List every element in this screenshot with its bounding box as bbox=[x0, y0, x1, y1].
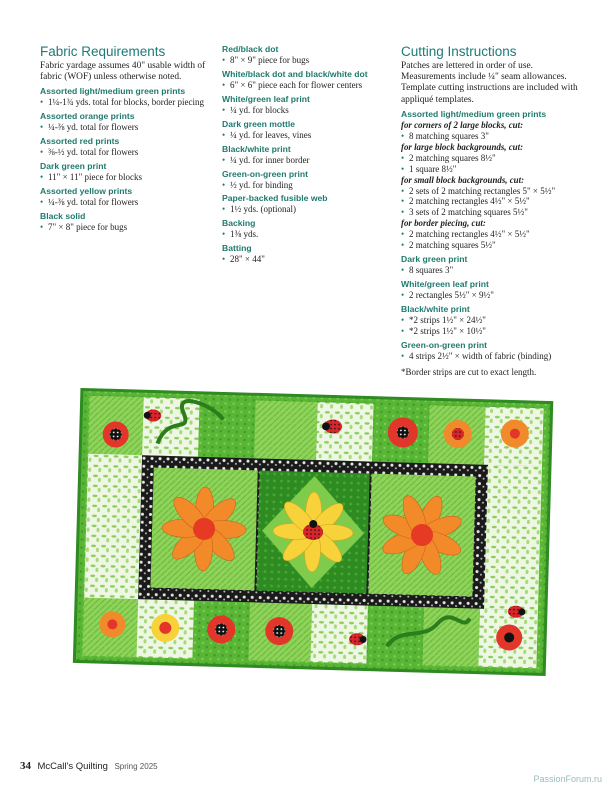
cutting-subheading: for large block backgrounds, cut: bbox=[401, 141, 524, 152]
fabric-heading: Paper-backed fusible web bbox=[222, 193, 328, 204]
fabric-item-list bbox=[40, 222, 218, 233]
cutting-item-list bbox=[401, 229, 581, 251]
fabric-heading: Assorted light/medium green prints bbox=[40, 86, 186, 97]
quilt-photo bbox=[60, 388, 566, 680]
fabric-intro: Fabric yardage assumes 40" usable width of fabric (WOF) unless otherwise noted. bbox=[40, 61, 206, 83]
fabric-item: • ¼ yd. for blocks bbox=[222, 105, 402, 116]
fabric-item-list bbox=[222, 80, 402, 91]
fabric-requirements-column-1 bbox=[40, 44, 218, 233]
cutting-item: • 1 square 8½" bbox=[401, 164, 581, 175]
fabric-item: • ¼-⅜ yd. total for flowers bbox=[40, 197, 218, 208]
cutting-intro: Patches are lettered in order of use. Measurements include ¼" seam allowances. Template cutting instructions are included with appliqué templates. bbox=[401, 61, 578, 105]
cutting-heading: Dark green print bbox=[401, 254, 468, 265]
cutting-heading: Black/white print bbox=[401, 303, 470, 314]
fabric-item: • 11" × 11" piece for blocks bbox=[40, 172, 218, 183]
fabric-item-list bbox=[222, 204, 402, 215]
cutting-item: • 2 matching rectangles 4½" × 5½" bbox=[401, 229, 581, 240]
fabric-heading: Assorted yellow prints bbox=[40, 186, 133, 197]
fabric-item: • ⅜-½ yd. total for flowers bbox=[40, 147, 218, 158]
cutting-item: • 2 sets of 2 matching rectangles 5" × 5½" bbox=[401, 186, 581, 197]
cutting-item: • 2 matching squares 8½" bbox=[401, 153, 581, 164]
border-note: *Border strips are cut to exact length. bbox=[401, 366, 537, 377]
fabric-heading: Black solid bbox=[40, 210, 86, 221]
cutting-item: • 2 matching rectangles 4½" × 5½" bbox=[401, 196, 581, 207]
cutting-item: • 3 sets of 2 matching squares 5½" bbox=[401, 207, 581, 218]
cutting-subheading: for border piecing, cut: bbox=[401, 218, 486, 229]
page-footer bbox=[20, 760, 158, 773]
fabric-heading: Green-on-green print bbox=[222, 168, 308, 179]
fabric-heading: Backing bbox=[222, 218, 256, 229]
cutting-item: • 4 strips 2½" × width of fabric (binding) bbox=[401, 351, 581, 362]
cutting-item-list bbox=[401, 186, 581, 219]
fabric-heading: Batting bbox=[222, 243, 252, 254]
cutting-instructions-column bbox=[401, 44, 581, 378]
issue-date: Spring 2025 bbox=[114, 762, 158, 771]
cutting-subheading: for corners of 2 large blocks, cut: bbox=[401, 119, 524, 130]
fabric-heading: Dark green print bbox=[40, 161, 107, 172]
cutting-item: • *2 strips 1½" × 24½" bbox=[401, 315, 581, 326]
fabric-item-list bbox=[222, 105, 402, 116]
cutting-item-list bbox=[401, 153, 581, 175]
fabric-item: • ¼-⅜ yd. total for flowers bbox=[40, 122, 218, 133]
magazine-name: McCall's Quilting bbox=[37, 761, 108, 772]
watermark: PassionForum.ru bbox=[533, 774, 602, 784]
fabric-item-list bbox=[40, 147, 218, 158]
fabric-item: • ½ yd. for binding bbox=[222, 180, 402, 191]
fabric-item-list bbox=[222, 254, 402, 265]
fabric-item: • ¼ yd. for leaves, vines bbox=[222, 130, 402, 141]
fabric-heading: White/green leaf print bbox=[222, 93, 310, 104]
fabric-item-list bbox=[40, 197, 218, 208]
fabric-item: • 28" × 44" bbox=[222, 254, 402, 265]
fabric-heading: Black/white print bbox=[222, 143, 291, 154]
fabric-requirements-title: Fabric Requirements bbox=[40, 44, 166, 59]
cutting-item: • 8 matching squares 3" bbox=[401, 131, 581, 142]
cutting-heading: White/green leaf print bbox=[401, 278, 489, 289]
fabric-item: • 6" × 6" piece each for flower centers bbox=[222, 80, 402, 91]
cutting-item: • *2 strips 1½" × 10½" bbox=[401, 326, 581, 337]
fabric-heading: Dark green mottle bbox=[222, 118, 296, 129]
fabric-item-list bbox=[40, 122, 218, 133]
fabric-item: • 7" × 8" piece for bugs bbox=[40, 222, 218, 233]
fabric-item: • 8" × 9" piece for bugs bbox=[222, 55, 402, 66]
fabric-item-list bbox=[222, 229, 402, 240]
fabric-item: • 1½ yds. (optional) bbox=[222, 204, 402, 215]
fabric-item: • 1¼-1¾ yds. total for blocks, border piecing bbox=[40, 97, 218, 108]
fabric-item-list bbox=[40, 172, 218, 183]
cutting-item-list bbox=[401, 131, 581, 142]
cutting-item: • 2 rectangles 5½" × 9½" bbox=[401, 290, 581, 301]
fabric-heading: Red/black dot bbox=[222, 44, 279, 54]
cutting-item-list bbox=[401, 290, 581, 301]
cutting-item: • 8 squares 3" bbox=[401, 265, 581, 276]
fabric-requirements-column-2 bbox=[222, 44, 402, 265]
cutting-subheading: for small block backgrounds, cut: bbox=[401, 174, 525, 185]
fabric-item-list bbox=[222, 55, 402, 66]
fabric-item: • 1⅜ yds. bbox=[222, 229, 402, 240]
cutting-item: • 2 matching squares 5½" bbox=[401, 240, 581, 251]
fabric-item-list bbox=[222, 180, 402, 191]
cutting-heading: Green-on-green print bbox=[401, 339, 487, 350]
cutting-item-list bbox=[401, 351, 581, 362]
fabric-heading: Assorted red prints bbox=[40, 136, 120, 147]
fabric-item-list bbox=[40, 97, 218, 108]
fabric-heading: White/black dot and black/white dot bbox=[222, 68, 368, 79]
cutting-heading: Assorted light/medium green prints bbox=[401, 108, 547, 119]
cutting-instructions-title: Cutting Instructions bbox=[401, 44, 517, 59]
fabric-heading: Assorted orange prints bbox=[40, 111, 135, 122]
cutting-item-list bbox=[401, 315, 581, 337]
page-number: 34 bbox=[20, 760, 31, 772]
cutting-item-list bbox=[401, 265, 581, 276]
fabric-item: • ¼ yd. for inner border bbox=[222, 155, 402, 166]
fabric-item-list bbox=[222, 130, 402, 141]
fabric-item-list bbox=[222, 155, 402, 166]
